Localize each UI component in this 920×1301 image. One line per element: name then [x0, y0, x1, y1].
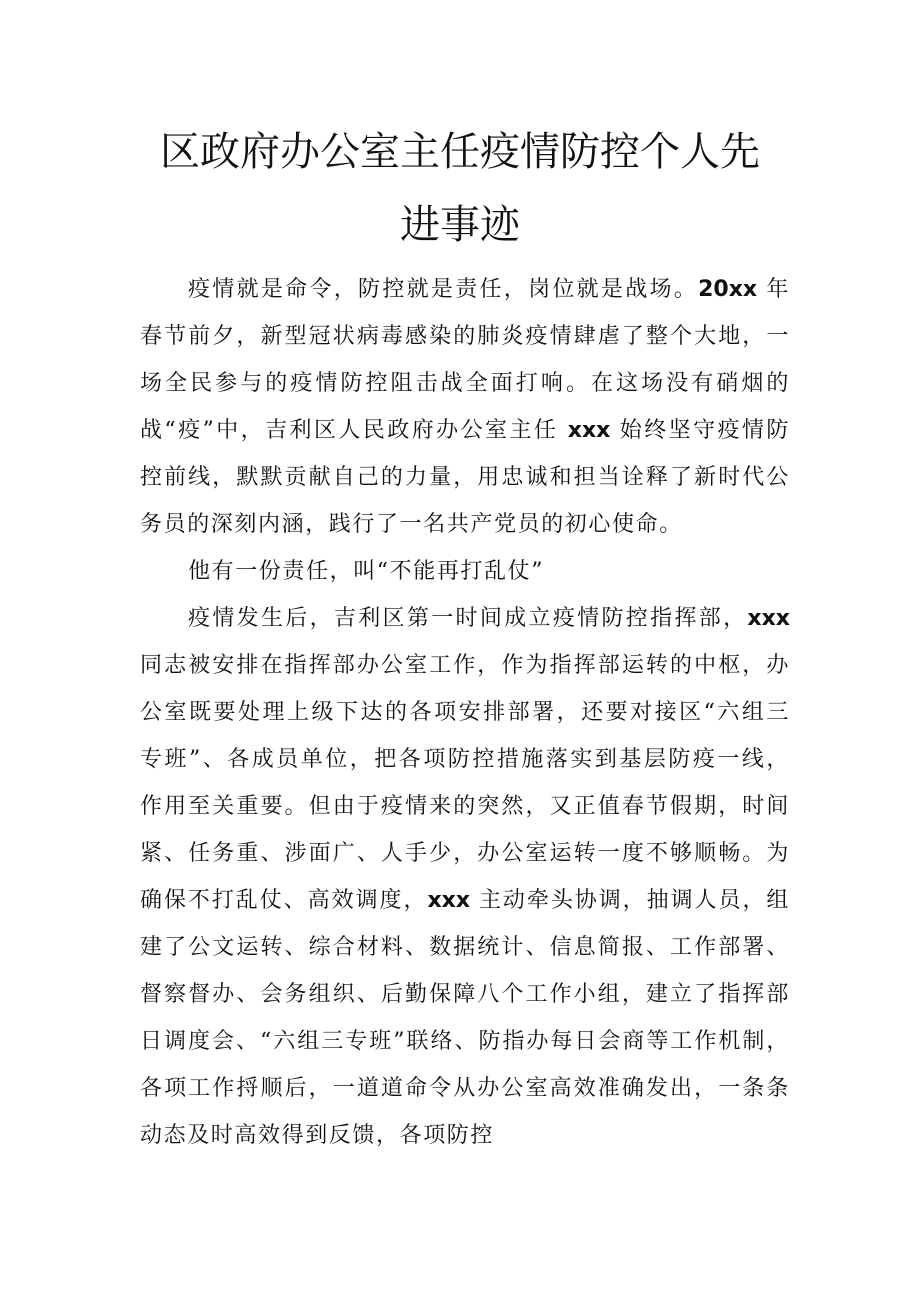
- document-title-line-2: 进事迹: [400, 202, 520, 248]
- document-body: [140, 266, 790, 1159]
- section-heading: 他有一份责任，叫“不能再打乱仗”: [188, 559, 545, 584]
- document-title-line-1: 区政府办公室主任疫情防控个人先: [160, 129, 760, 175]
- paragraph-response: 疫情发生后，吉利区第一时间成立疫情防控指挥部，xxx 同志被安排在指挥部办公室工作，作为指挥部运转的中枢，办公室既要处理上级下达的各项安排部署，还要对接区“六组三专班”、各成员单位，把各项防控措施落实到基层防疫一线，作用至关重要。但由于疫情来的突然，又正值春节假期，时间紧、任务重、涉面广、人手少，办公室运转一度不够顺畅。为确保不打乱仗、高效调度，xxx 主动牵头协调，抽调人员，组建了公文运转、综合材料、数据统计、信息简报、工作部署、督察督办、会务组织、后勤保障八个工作小组，建立了指挥部日调度会、“六组三专班”联络、防指办每日会商等工作机制，各项工作捋顺后，一道道命令从办公室高效准确发出，一条条动态及时高效得到反馈，各项防控: [140, 606, 790, 1148]
- paragraph-intro: 疫情就是命令，防控就是责任，岗位就是战场。20xx 年春节前夕，新型冠状病毒感染的肺炎疫情肆虐了整个大地，一场全民参与的疫情防控阻击战全面打响。在这场没有硝烟的战“疫”中，吉利区人民政府办公室主任 xxx 始终坚守疫情防控前线，默默贡献自己的力量，用忠诚和担当诠释了新时代公务员的深刻内涵，践行了一名共产党员的初心使命。: [140, 277, 791, 537]
